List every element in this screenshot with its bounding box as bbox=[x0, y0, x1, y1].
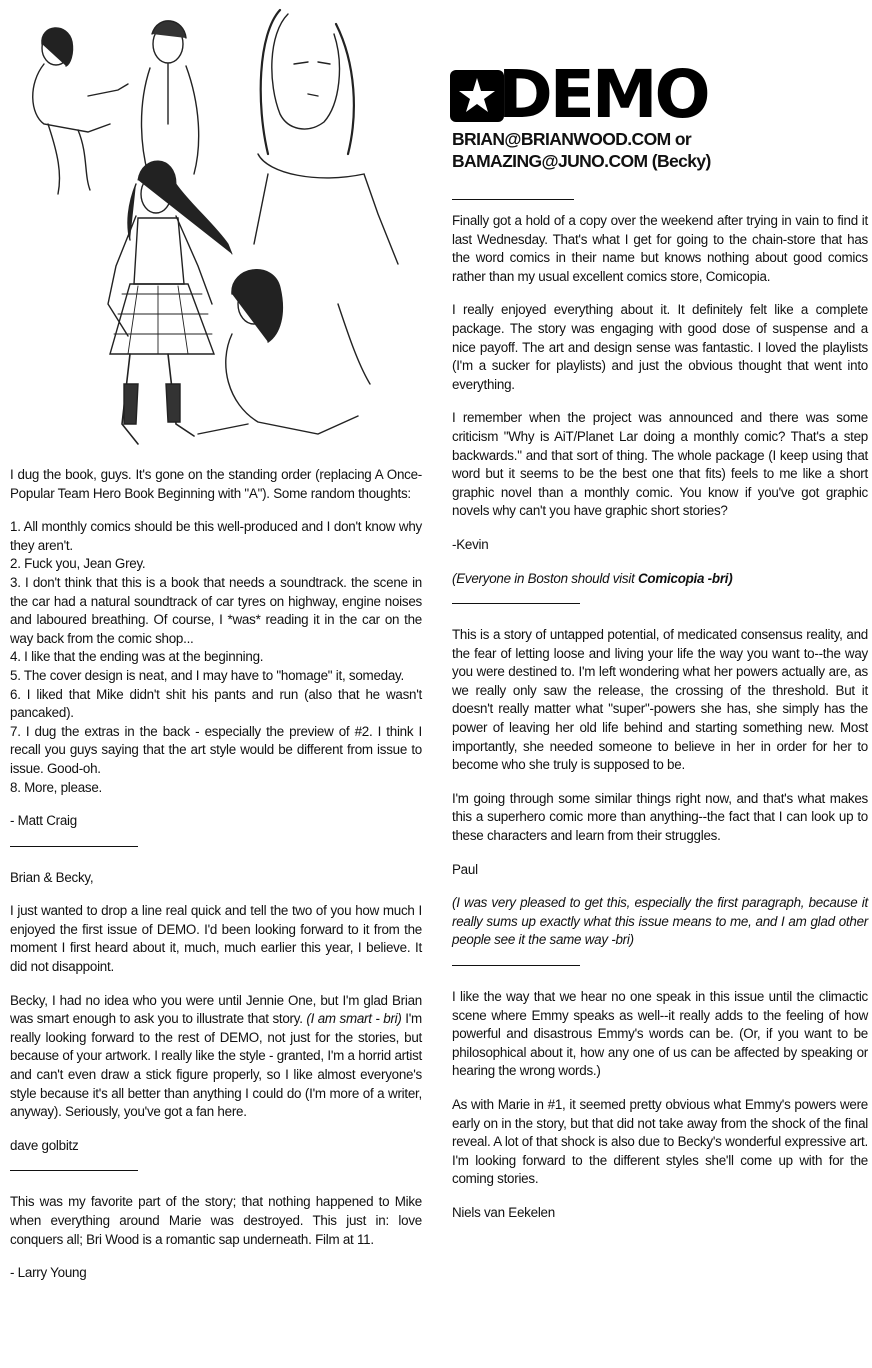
reply-store-name: Comicopia -bri) bbox=[638, 570, 733, 586]
email-becky: BAMAZING@JUNO.COM (Becky) bbox=[452, 151, 711, 171]
letter-paragraph: I remember when the project was announced and there was some criticism "Why is AiT/Planet Lar doing a monthly comic? That's a step backwards." and that sort of thing. The whole package (I keep using that word but it seems to be the best one that fits) feels to me like a short graphic novel than a monthly comic. You know if you've got graphic novels why can't you have graphic short stories? bbox=[452, 410, 868, 519]
email-brian: BRIAN@BRIANWOOD.COM or bbox=[452, 129, 692, 149]
letter-paragraph: I like the way that we hear no one speak in this issue until the climactic scene where Emmy speaks as well--it really adds to the feeling of how powerful and disastrous Emmy's words can be. (Or, if you want to be philosophical about it, how any one of us can be affected by speaking or hearing the wrong words.) bbox=[452, 989, 868, 1079]
letter-paragraph: I really enjoyed everything about it. It definitely felt like a complete package. The story was engaging with good dose of suspense and a nice payoff. The art and design sense was fantastic. I loved the playlists (I'm a sucker for playlists) and just the obvious thought that went into everything. bbox=[452, 302, 868, 392]
letter-dave-golbitz bbox=[10, 869, 422, 1156]
demo-logo bbox=[450, 56, 708, 133]
section-divider bbox=[10, 1170, 138, 1171]
letter-paragraph bbox=[10, 992, 422, 1122]
letter-paragraph: I'm going through some similar things right now, and that's what makes this a superhero comic more than anything--the fact that I can look up to these characters and learn from their struggles. bbox=[452, 790, 868, 844]
letter-text: Becky, I had no idea who you were until Jennie One, but I'm glad Brian was smart enough to ask you to illustrate that story. bbox=[10, 992, 422, 1027]
letter-paragraph: I just wanted to drop a line real quick and tell the two of you how much I enjoyed the first issue of DEMO. I'd been looking forward to it from the moment I first heard about it, much, much earlier this year, I believe. It did not disappoint. bbox=[10, 903, 422, 975]
section-divider bbox=[452, 965, 580, 966]
contact-emails bbox=[452, 128, 711, 172]
letter-larry-young bbox=[10, 1193, 422, 1282]
logo-wordmark: DEMO bbox=[498, 56, 708, 133]
editor-reply: (I was very pleased to get this, especially the first paragraph, because it really sums up exactly what this issue means to me, and I am glad other people see it the same way -bri) bbox=[452, 895, 868, 948]
section-divider bbox=[10, 846, 138, 847]
letter-paragraph: As with Marie in #1, it seemed pretty obvious what Emmy's powers were early on in the story, but that did not take away from the shock of the final reveal. A lot of that shock is also due to Becky's wonderful expressive art. I'm looking forward to the different styles she'll come up with for the coming stories. bbox=[452, 1096, 868, 1187]
sketch-schoolgirl-full-body bbox=[108, 161, 232, 444]
sketch-crouching-girl bbox=[198, 270, 370, 434]
letter-salutation: Brian & Becky, bbox=[10, 869, 94, 885]
point-item: 2. Fuck you, Jean Grey. bbox=[10, 556, 146, 572]
letter-signature: Niels van Eekelen bbox=[452, 1204, 555, 1220]
letter-paul bbox=[452, 626, 868, 950]
section-divider bbox=[452, 603, 580, 604]
letter-intro: I dug the book, guys. It's gone on the standing order (replacing A Once-Popular Team Hero Book Beginning with "A"). Some random thoughts: bbox=[10, 467, 422, 501]
letter-signature: Paul bbox=[452, 861, 478, 877]
letter-paragraph: This is a story of untapped potential, of medicated consensus reality, and the fear of letting loose and living your life the way you want to--the way you were destined to. I'm left wondering what her powers actually are, as we really only saw the release, the crossing of the threshold. But it doesn't really matter what "super"-powers she has, she simply has the power of leaving her old life behind and starting something new. Most importantly, she needed someone to believe in her in order for her to become who she truly is supposed to be. bbox=[452, 627, 868, 773]
sketch-sitting-girl bbox=[33, 28, 128, 194]
reply-text: (Everyone in Boston should visit bbox=[452, 570, 639, 586]
character-sketches-illustration bbox=[18, 4, 418, 459]
point-item: 7. I dug the extras in the back - especially the preview of #2. I think I recall you guys saying that the art style would be different from issue to issue. Good-oh. bbox=[10, 723, 422, 776]
left-column bbox=[10, 466, 422, 1298]
point-item: 1. All monthly comics should be this well-produced and I don't know why they aren't. bbox=[10, 519, 422, 553]
letter-signature: - Larry Young bbox=[10, 1265, 87, 1281]
letter-kevin bbox=[452, 212, 868, 588]
point-item: 3. I don't think that this is a book that needs a soundtrack. the scene in the car had a natural soundtrack of car tyres on highway, engine noises and laboured breathing. Of course, I *was* reading it in the car on the way back from the comic shop... bbox=[10, 574, 422, 646]
right-column bbox=[452, 212, 868, 1238]
letter-niels bbox=[452, 988, 868, 1223]
letter-signature: -Kevin bbox=[452, 536, 489, 552]
points-list bbox=[10, 518, 422, 797]
letter-text: I'm really looking forward to the rest of DEMO, not just for the stories, but because of your artwork. I really like the style - granted, I'm a horrid artist and can't even draw a stick figure properly, so I like almost everyone's style because it's all better than anything I could do (I'm more of a writer, anyway). Seriously, you've got a fan here. bbox=[10, 1011, 422, 1120]
editor-reply: (I am smart - bri) bbox=[306, 1011, 402, 1027]
letter-paragraph: Finally got a hold of a copy over the weekend after trying in vain to find it last Wednesday. That's what I get for going to the chain-store that has the word comics in their name but knows nothing about good comics rather than my usual excellent comics store, Comicopia. bbox=[452, 213, 868, 284]
point-item: 8. More, please. bbox=[10, 779, 103, 795]
sketch-portrait-face bbox=[254, 10, 398, 264]
header-divider bbox=[452, 199, 574, 200]
letter-matt-craig bbox=[10, 466, 422, 831]
letter-signature: - Matt Craig bbox=[10, 813, 77, 829]
letter-paragraph: This was my favorite part of the story; that nothing happened to Mike when everything around Marie was destroyed. This just in: love conquers all; Bri Wood is a romantic sap underneath. Film at 11. bbox=[10, 1194, 422, 1247]
editor-reply bbox=[452, 570, 868, 589]
point-item: 4. I like that the ending was at the beginning. bbox=[10, 649, 264, 665]
sketch-standing-boy bbox=[142, 21, 199, 174]
star-icon bbox=[450, 68, 504, 122]
point-item: 5. The cover design is neat, and I may have to "homage" it, someday. bbox=[10, 667, 404, 683]
point-item: 6. I liked that Mike didn't shit his pants and run (also that he wasn't pancaked). bbox=[10, 686, 422, 721]
letter-signature: dave golbitz bbox=[10, 1137, 79, 1153]
